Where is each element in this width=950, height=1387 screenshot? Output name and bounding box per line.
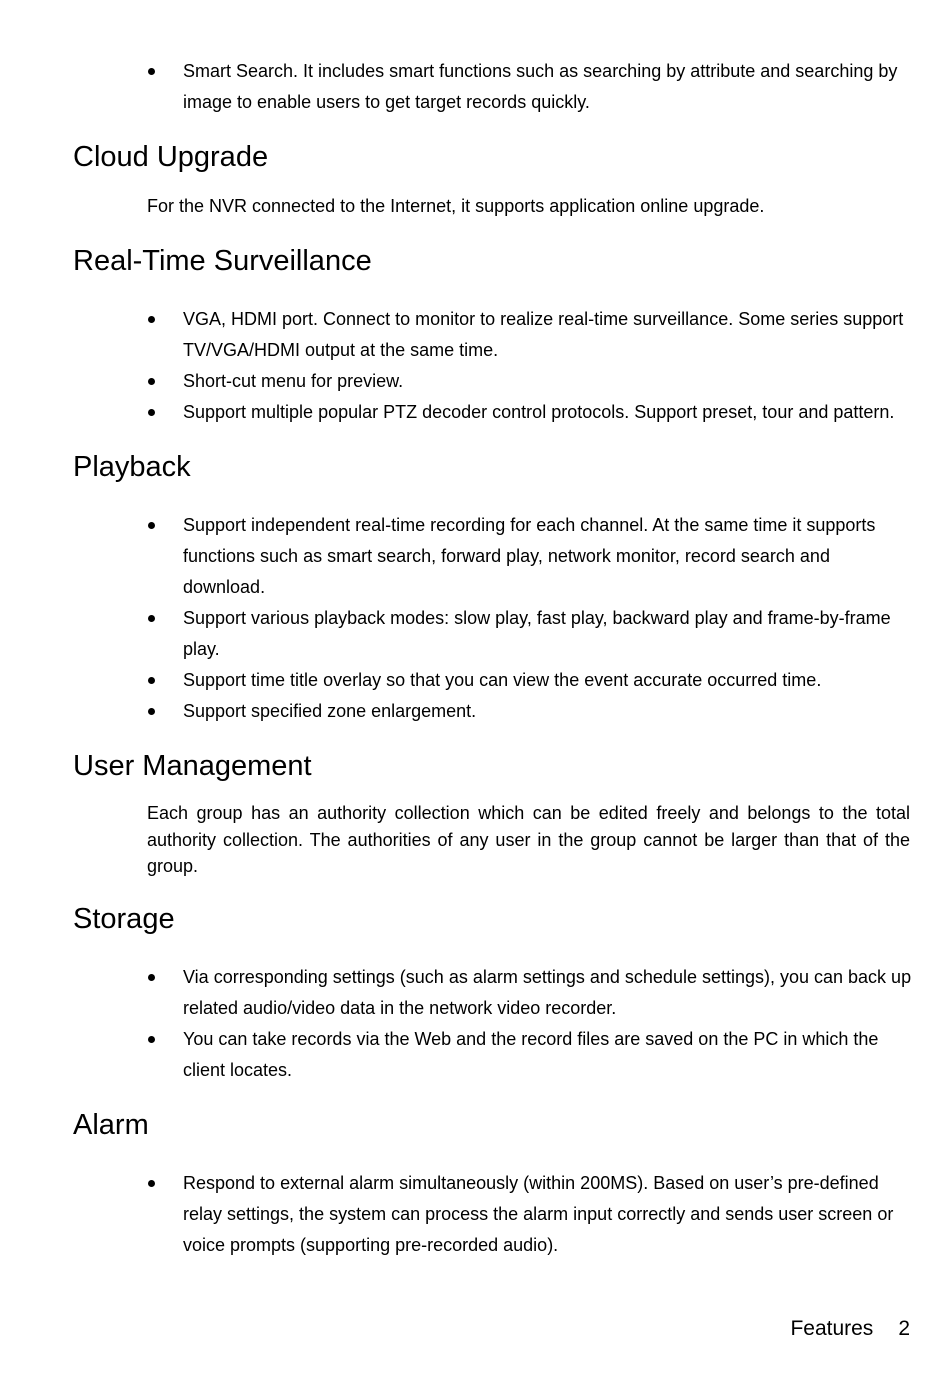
bullet-icon — [148, 708, 155, 715]
bullet-icon — [148, 1180, 155, 1187]
bullet-icon — [148, 378, 155, 385]
page-footer — [0, 1317, 950, 1341]
bullet-icon — [148, 1036, 155, 1043]
bullet-item — [183, 962, 913, 1024]
bullet-text: Support various playback modes: slow play, fast play, backward play and frame-by-frame play. — [183, 608, 891, 659]
section-heading: Cloud Upgrade — [73, 141, 269, 173]
section-heading: User Management — [73, 750, 312, 782]
bullet-icon — [148, 68, 155, 75]
document-body — [0, 56, 950, 1261]
section-heading: Storage — [73, 902, 175, 935]
bullet-item — [183, 510, 913, 603]
bullet-item — [183, 1024, 913, 1086]
bullet-item — [183, 397, 913, 428]
bullet-icon — [148, 615, 155, 622]
bullet-icon — [148, 974, 155, 981]
bullet-item — [183, 56, 913, 118]
body-paragraph: For the NVR connected to the Internet, it supports application online upgrade. — [147, 196, 765, 216]
footer-label: Features — [790, 1316, 874, 1340]
bullet-icon — [148, 316, 155, 323]
bullet-item — [183, 304, 913, 366]
bullet-text: You can take records via the Web and the record files are saved on the PC in which the client locates. — [183, 1028, 879, 1080]
body-paragraph: Each group has an authority collection which can be edited freely and belongs to the total authority collection. The authorities of any user in the group cannot be larger than that of the group. — [147, 803, 910, 876]
bullet-text: Short-cut menu for preview. — [183, 371, 404, 391]
bullet-text: Support independent real-time recording for each channel. At the same time it supports functions such as smart search, forward play, network monitor, record search and download. — [183, 515, 876, 597]
bullet-text: Via corresponding settings (such as alarm settings and schedule settings), you can back up related audio/video data in the network video recorder. — [183, 966, 912, 1018]
bullet-list — [0, 1168, 950, 1261]
bullet-item — [183, 665, 913, 696]
bullet-text: Support multiple popular PTZ decoder control protocols. Support preset, tour and pattern. — [183, 402, 895, 422]
bullet-icon — [148, 677, 155, 684]
bullet-list — [0, 304, 950, 428]
bullet-list — [0, 962, 950, 1086]
bullet-item — [183, 366, 913, 397]
section-heading: Playback — [73, 451, 191, 483]
bullet-text: Support time title overlay so that you can view the event accurate occurred time. — [183, 670, 822, 690]
bullet-icon — [148, 522, 155, 529]
bullet-item — [183, 603, 913, 665]
bullet-text: VGA, HDMI port. Connect to monitor to realize real-time surveillance. Some series support TV/VGA/HDMI output at the same time. — [183, 309, 904, 360]
bullet-list — [0, 510, 950, 727]
section-heading: Real-Time Surveillance — [73, 245, 372, 277]
bullet-text: Respond to external alarm simultaneously (within 200MS). Based on user’s pre-defined relay settings, the system can process the alarm input correctly and sends user screen or voice prompts (supporting pre-recorded audio). — [183, 1172, 894, 1255]
bullet-item — [183, 1168, 913, 1261]
bullet-icon — [148, 409, 155, 416]
bullet-list — [0, 56, 950, 118]
page-number: 2 — [898, 1316, 910, 1340]
bullet-text: Support specified zone enlargement. — [183, 701, 477, 721]
bullet-text: Smart Search. It includes smart functions such as searching by attribute and searching by image to enable users to get target records quickly. — [183, 61, 898, 112]
section-heading: Alarm — [73, 1108, 149, 1141]
bullet-item — [183, 696, 913, 727]
